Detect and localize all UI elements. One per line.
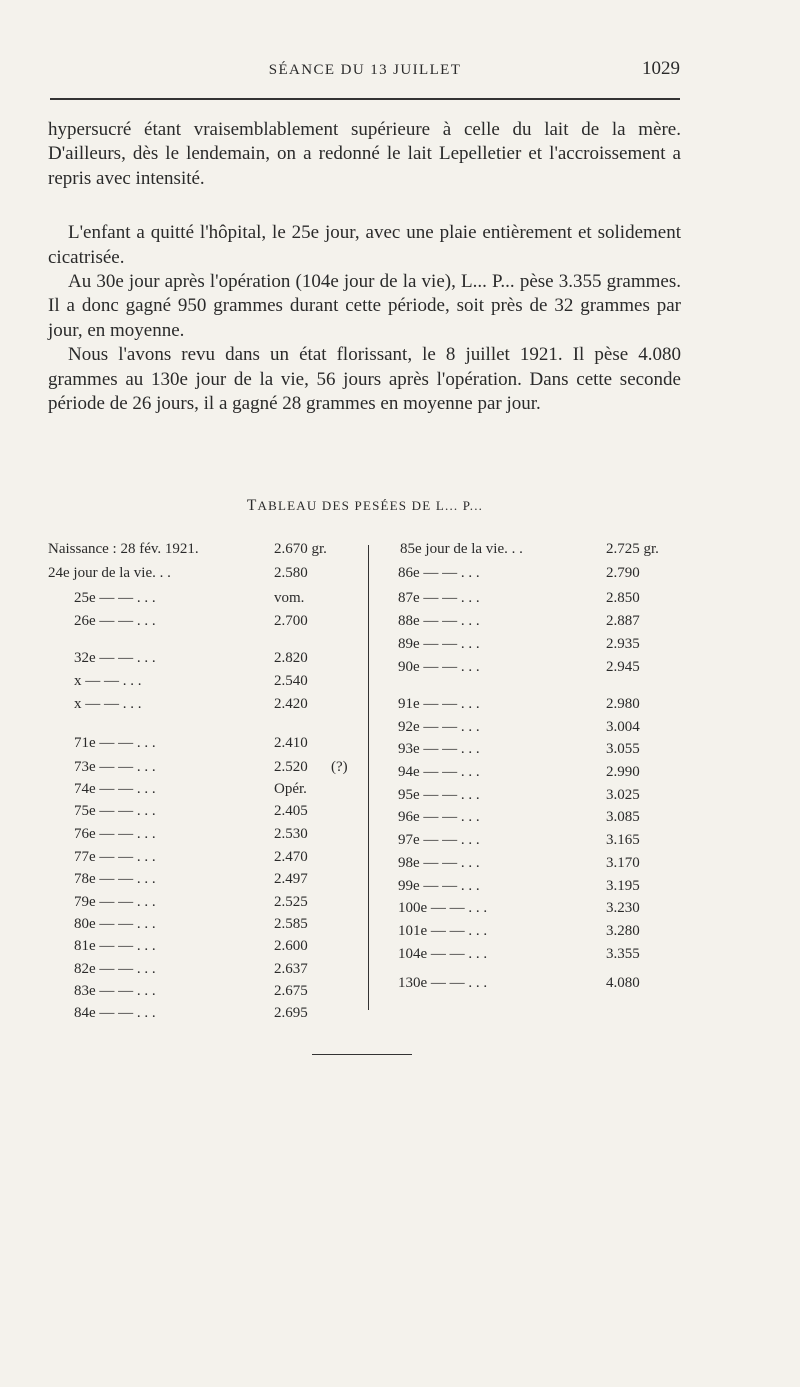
row-label: 32e — — . . .	[74, 650, 156, 666]
section-end-rule	[312, 1054, 412, 1055]
row-label: 89e — — . . .	[398, 636, 480, 652]
row-value: 3.355	[606, 946, 640, 962]
table-title-rest: ABLEAU DES PESÉES DE L... P...	[257, 498, 484, 513]
table-title	[0, 497, 730, 515]
table-row	[390, 787, 690, 809]
row-label: Naissance : 28 fév. 1921.	[48, 541, 199, 557]
row-value: 3.280	[606, 923, 640, 939]
table-row	[48, 541, 368, 563]
row-label: 83e — — . . .	[74, 983, 156, 999]
row-value: 2.850	[606, 590, 640, 606]
table-row	[48, 938, 368, 960]
row-label: 92e — — . . .	[398, 719, 480, 735]
table-row	[48, 826, 368, 848]
row-label: 104e — — . . .	[398, 946, 488, 962]
row-value: 3.025	[606, 787, 640, 803]
row-note: (?)	[331, 759, 348, 775]
table-row	[390, 636, 690, 658]
row-label: 26e — — . . .	[74, 613, 156, 629]
table-row	[48, 735, 368, 757]
paragraph: Au 30e jour après l'opération (104e jour de la vie), L... P... pèse 3.355 grammes. Il a donc gagné 950 grammes durant cette période, soit près de 32 grammes par jour, en moyenne.	[48, 271, 681, 341]
running-title: SÉANCE DU 13 JUILLET	[268, 62, 462, 78]
row-value: 2.637	[274, 961, 308, 977]
row-value: 2.935	[606, 636, 640, 652]
table-row	[390, 541, 690, 563]
row-value: 3.055	[606, 741, 640, 757]
row-value: 3.170	[606, 855, 640, 871]
table-row	[48, 781, 368, 803]
paragraph: Nous l'avons revu dans un état florissant, le 8 juillet 1921. Il pèse 4.080 grammes au 130e jour de la vie, 56 jours après l'opération. Dans cette seconde période de 26 jours, il a gagné 28 grammes en moyenne par jour.	[48, 344, 681, 415]
table-row	[48, 871, 368, 893]
table-row	[390, 565, 690, 587]
table-row	[48, 803, 368, 825]
row-label: 71e — — . . .	[74, 735, 156, 751]
row-label: 95e — — . . .	[398, 787, 480, 803]
row-label: 73e — — . . .	[74, 759, 156, 775]
row-value: 2.405	[274, 803, 308, 819]
table-row	[390, 764, 690, 786]
row-label: 88e — — . . .	[398, 613, 480, 629]
table-row	[390, 900, 690, 922]
table-row	[390, 659, 690, 681]
row-value: 2.675	[274, 983, 308, 999]
table-row	[48, 1005, 368, 1027]
row-value: 2.945	[606, 659, 640, 675]
table-column-divider	[368, 545, 369, 1010]
row-label: 96e — — . . .	[398, 809, 480, 825]
table-row	[48, 849, 368, 871]
table-row	[390, 878, 690, 900]
table-row	[48, 894, 368, 916]
row-label: 74e — — . . .	[74, 781, 156, 797]
table-row	[390, 741, 690, 763]
row-value: 2.980	[606, 696, 640, 712]
table-row	[48, 650, 368, 672]
row-label: 93e — — . . .	[398, 741, 480, 757]
page-header	[50, 58, 680, 88]
row-value: vom.	[274, 590, 305, 606]
row-label: 99e — — . . .	[398, 878, 480, 894]
table-row	[390, 832, 690, 854]
table-row	[390, 923, 690, 945]
row-value: 2.820	[274, 650, 308, 666]
table-row	[48, 590, 368, 612]
table-row	[48, 696, 368, 718]
row-value: 2.520	[274, 759, 308, 775]
row-value: 2.725 gr.	[606, 541, 659, 557]
paragraph: hypersucré étant vraisemblablement supérieure à celle du lait de la mère. D'ailleurs, dès le lendemain, on a redonné le lait Lepelletier et l'accroissement a repris avec intensité.	[48, 119, 681, 189]
row-value: 3.230	[606, 900, 640, 916]
row-value: 3.085	[606, 809, 640, 825]
row-value: 3.195	[606, 878, 640, 894]
table-row	[390, 613, 690, 635]
row-label: 75e — — . . .	[74, 803, 156, 819]
body-text	[48, 118, 681, 416]
row-label: 91e — — . . .	[398, 696, 480, 712]
row-value: 2.580	[274, 565, 308, 581]
row-label: 85e jour de la vie. . .	[400, 541, 523, 557]
table-row	[48, 673, 368, 695]
row-label: 80e — — . . .	[74, 916, 156, 932]
row-value: 2.670 gr.	[274, 541, 327, 557]
table-row	[48, 983, 368, 1005]
table-row	[390, 696, 690, 718]
table-row	[48, 759, 368, 781]
row-label: 100e — — . . .	[398, 900, 488, 916]
table-row	[390, 946, 690, 968]
table-row	[390, 809, 690, 831]
paragraph: L'enfant a quitté l'hôpital, le 25e jour, avec une plaie entièrement et solidement cicatrisée.	[48, 222, 681, 268]
row-label: 79e — — . . .	[74, 894, 156, 910]
row-label: 97e — — . . .	[398, 832, 480, 848]
row-value: 2.600	[274, 938, 308, 954]
row-value: 2.410	[274, 735, 308, 751]
row-value: 2.585	[274, 916, 308, 932]
table-row	[48, 613, 368, 635]
table-title-initial: T	[246, 497, 258, 514]
row-label: 25e — — . . .	[74, 590, 156, 606]
header-rule	[50, 98, 680, 100]
row-label: 87e — — . . .	[398, 590, 480, 606]
table-row	[390, 719, 690, 741]
row-label: 130e — — . . .	[398, 975, 488, 991]
table-row	[48, 961, 368, 983]
row-label: x — — . . .	[74, 696, 142, 712]
row-value: 2.990	[606, 764, 640, 780]
row-label: 82e — — . . .	[74, 961, 156, 977]
page-number: 1029	[642, 58, 680, 79]
row-label: 84e — — . . .	[74, 1005, 156, 1021]
row-value: 2.525	[274, 894, 308, 910]
row-label: 90e — — . . .	[398, 659, 480, 675]
row-value: 2.470	[274, 849, 308, 865]
table-row	[48, 565, 368, 587]
row-value: 3.165	[606, 832, 640, 848]
row-value: 2.530	[274, 826, 308, 842]
row-label: x — — . . .	[74, 673, 142, 689]
row-value: Opér.	[274, 781, 307, 797]
row-label: 94e — — . . .	[398, 764, 480, 780]
table-row	[390, 975, 690, 997]
table-row	[390, 855, 690, 877]
row-label: 86e — — . . .	[398, 565, 480, 581]
row-value: 2.887	[606, 613, 640, 629]
row-value: 2.497	[274, 871, 308, 887]
row-label: 81e — — . . .	[74, 938, 156, 954]
row-value: 3.004	[606, 719, 640, 735]
row-value: 4.080	[606, 975, 640, 991]
row-label: 98e — — . . .	[398, 855, 480, 871]
row-value: 2.695	[274, 1005, 308, 1021]
row-label: 101e — — . . .	[398, 923, 488, 939]
row-value: 2.700	[274, 613, 308, 629]
table-row	[48, 916, 368, 938]
row-label: 24e jour de la vie. . .	[48, 565, 171, 581]
row-label: 76e — — . . .	[74, 826, 156, 842]
row-label: 78e — — . . .	[74, 871, 156, 887]
row-value: 2.540	[274, 673, 308, 689]
row-value: 2.420	[274, 696, 308, 712]
row-label: 77e — — . . .	[74, 849, 156, 865]
row-value: 2.790	[606, 565, 640, 581]
table-row	[390, 590, 690, 612]
